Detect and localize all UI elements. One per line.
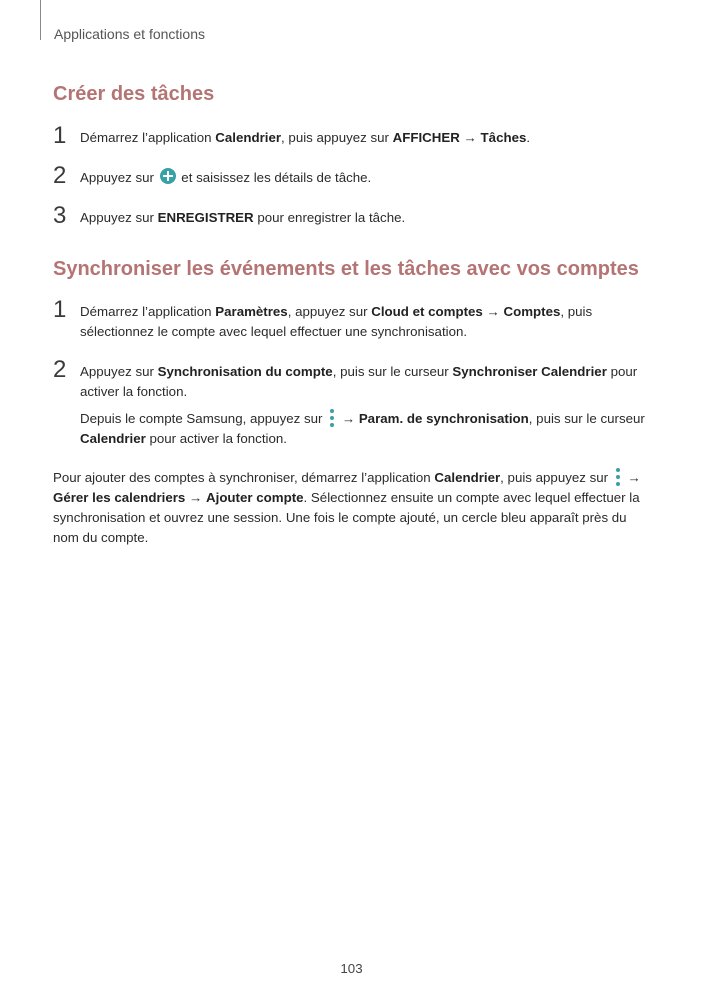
- text-segment: Appuyez sur: [80, 364, 158, 379]
- text-segment: synchronisation et ouvrez une session. Une fois le compte ajouté, un cercle bleu apparaît près du: [53, 510, 627, 525]
- text-segment: , puis sur le curseur: [332, 364, 453, 379]
- text-segment: et saisissez les détails de tâche.: [177, 170, 372, 185]
- step-number: 2: [53, 356, 67, 383]
- show-menu-label: AFFICHER: [392, 130, 460, 145]
- text-segment: , puis appuyez sur: [500, 470, 612, 485]
- step-number: 1: [53, 296, 67, 323]
- text-segment: sélectionnez le compte avec lequel effectuer une synchronisation.: [80, 324, 468, 339]
- text-segment: , appuyez sur: [287, 304, 372, 319]
- step-text: [80, 362, 645, 449]
- note-paragraph: [53, 468, 648, 548]
- plus-icon: [160, 168, 176, 184]
- arrow-separator: →: [185, 490, 207, 505]
- accounts-label: Comptes: [503, 304, 561, 319]
- text-segment: Appuyez sur: [80, 170, 158, 185]
- text-segment: , puis: [560, 304, 593, 319]
- section-title-sync-accounts: Synchroniser les événements et les tâches avec vos comptes: [53, 258, 639, 280]
- section-title-create-tasks: Créer des tâches: [53, 83, 215, 105]
- more-options-icon: [615, 468, 621, 486]
- settings-app-label: Paramètres: [215, 304, 288, 319]
- text-segment: pour activer la fonction.: [145, 431, 287, 446]
- text-segment: pour: [606, 364, 638, 379]
- sync-settings-label: Param. de synchronisation: [358, 411, 529, 426]
- step-text: [80, 208, 645, 228]
- arrow-separator: →: [623, 470, 641, 485]
- text-segment: , puis sur le curseur: [528, 411, 645, 426]
- save-label: ENREGISTRER: [157, 210, 254, 225]
- step-number: 2: [53, 162, 67, 189]
- account-sync-label: Synchronisation du compte: [157, 364, 333, 379]
- step-number: 3: [53, 202, 67, 229]
- arrow-separator: →: [338, 411, 359, 426]
- text-segment: Démarrez l’application: [80, 304, 216, 319]
- cloud-accounts-label: Cloud et comptes: [371, 304, 483, 319]
- page-margin-rule: [40, 0, 41, 40]
- step-text: [80, 128, 645, 148]
- text-segment: .: [526, 130, 531, 145]
- calendar-label: Calendrier: [80, 431, 146, 446]
- text-segment: Appuyez sur: [80, 210, 158, 225]
- calendar-app-label: Calendrier: [215, 130, 282, 145]
- text-segment: Pour ajouter des comptes à synchroniser, démarrez l’application: [53, 470, 435, 485]
- page-header: Applications et fonctions: [54, 26, 205, 42]
- page-number: 103: [340, 961, 363, 976]
- arrow-separator: →: [482, 304, 504, 319]
- manage-calendars-label: Gérer les calendriers: [53, 490, 186, 505]
- sync-calendar-label: Synchroniser Calendrier: [452, 364, 607, 379]
- step-text: [80, 168, 645, 188]
- more-options-icon: [329, 409, 335, 427]
- step-number: 1: [53, 122, 67, 149]
- add-account-label: Ajouter compte: [206, 490, 304, 505]
- text-segment: Démarrez l’application: [80, 130, 216, 145]
- text-segment: pour enregistrer la tâche.: [253, 210, 406, 225]
- text-segment: Depuis le compte Samsung, appuyez sur: [80, 411, 327, 426]
- text-segment: activer la fonction.: [80, 384, 188, 399]
- text-segment: nom du compte.: [53, 530, 149, 545]
- step-text: [80, 302, 645, 342]
- calendar-app-label: Calendrier: [434, 470, 501, 485]
- text-segment: , puis appuyez sur: [281, 130, 393, 145]
- text-segment: . Sélectionnez ensuite un compte avec lequel effectuer la: [303, 490, 640, 505]
- tasks-label: Tâches: [480, 130, 527, 145]
- arrow-separator: →: [459, 130, 481, 145]
